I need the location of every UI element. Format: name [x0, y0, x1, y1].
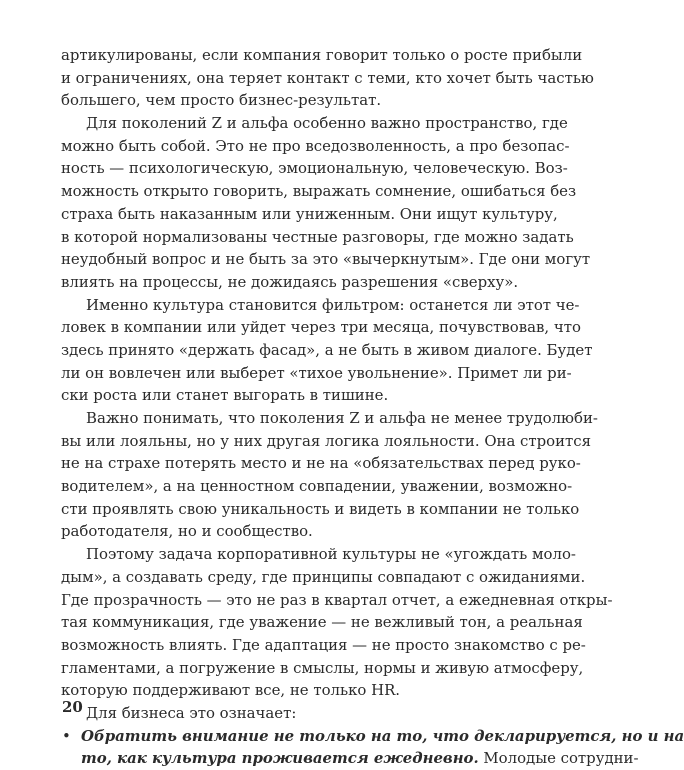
text-line: можно быть собой. Это не про вседозволенность, а про безопас-: [61, 136, 570, 155]
paragraph-5: [61, 543, 613, 702]
text-line: в которой нормализованы честные разговоры, где можно задать: [61, 227, 574, 246]
text-line: ловек в компании или уйдет через три месяца, почувствовав, что: [61, 318, 581, 337]
text-line: неудобный вопрос и не быть за это «вычеркнутым». Где они могут: [61, 250, 591, 269]
text-line: артикулированы, если компания говорит только о росте прибыли: [61, 46, 583, 64]
bullet-line-1: [61, 725, 684, 748]
text-line: влиять на процессы, не дожидаясь разрешения «сверху».: [61, 272, 519, 291]
text-line: здесь принято «держать фасад», а не быть в живом диалоге. Будет: [61, 340, 593, 359]
bullet-emphasis: Обратить внимание не только на то, что декларируется, но и на: [81, 726, 684, 745]
text-line: и ограничениях, она теряет контакт с теми, кто хочет быть частью: [61, 68, 594, 87]
paragraph-1: [61, 44, 594, 112]
text-line: работодателя, но и сообщество.: [61, 522, 313, 541]
text-line: ли он вовлечен или выберет «тихое увольнение». Примет ли ри-: [61, 363, 572, 382]
page-number: 20: [62, 698, 83, 716]
text-line: возможность влиять. Где адаптация — не просто знакомство с ре-: [61, 635, 586, 654]
bullet-marker: •: [62, 726, 71, 745]
text-line: Для бизнеса это означает:: [86, 703, 297, 722]
text-line: которую поддерживают все, не только HR.: [61, 681, 401, 700]
text-line: страха быть наказанным или униженным. Они ищут культуру,: [61, 204, 558, 223]
bullet-text: Молодые сотрудни-: [478, 749, 639, 768]
text-line: тая коммуникация, где уважение — не вежливый тон, а реальная: [61, 613, 583, 632]
paragraph-6: [61, 702, 549, 725]
text-line: водителем», а на ценностном совпадении, уважении, возможно-: [61, 477, 573, 496]
paragraph-3: [61, 294, 593, 407]
text-line: Где прозрачность — это не раз в квартал отчет, а ежедневная откры-: [61, 590, 613, 609]
bullet-line-2: [61, 747, 639, 770]
text-line: гламентами, а погружение в смыслы, нормы и живую атмосферу,: [61, 658, 584, 677]
text-line: ность — психологическую, эмоциональную, человеческую. Воз-: [61, 159, 568, 178]
text-line: Именно культура становится фильтром: останется ли этот че-: [86, 295, 580, 314]
text-line: Важно понимать, что поколения Z и альфа не менее трудолюби-: [86, 409, 598, 427]
text-line: можность открыто говорить, выражать сомнение, ошибаться без: [61, 182, 577, 201]
paragraph-4: [61, 407, 598, 543]
text-line: вы или лояльны, но у них другая логика лояльности. Она строится: [61, 431, 592, 450]
bullet-list-item: [61, 725, 684, 770]
text-line: Для поколений Z и альфа особенно важно пространство, где: [86, 114, 568, 133]
text-line: большего, чем просто бизнес-результат.: [61, 91, 382, 110]
page-body: [61, 44, 684, 770]
paragraph-2: [61, 112, 591, 294]
bullet-emphasis: то, как культура проживается ежедневно.: [81, 749, 479, 768]
text-line: сти проявлять свою уникальность и видеть в компании не только: [61, 499, 580, 518]
text-line: дым», а создавать среду, где принципы совпадают с ожиданиями.: [61, 567, 586, 586]
text-line: ски роста или станет выгорать в тишине.: [61, 386, 389, 405]
text-line: Поэтому задача корпоративной культуры не «угождать моло-: [86, 545, 576, 564]
text-line: не на страхе потерять место и не на «обязательствах перед руко-: [61, 454, 581, 473]
